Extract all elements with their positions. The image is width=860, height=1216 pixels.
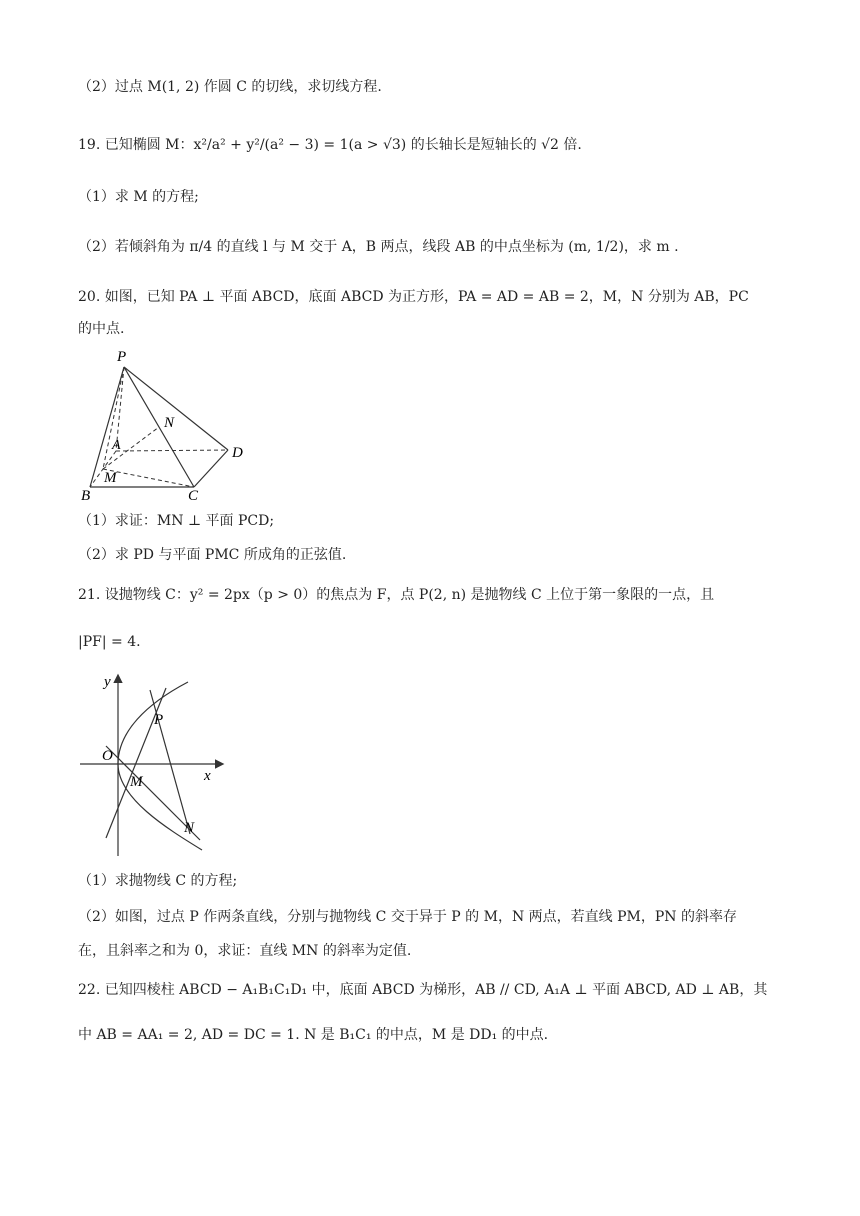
label-B: B xyxy=(81,488,91,504)
label-y: y xyxy=(104,674,111,690)
line-q20-stem: 20. 如图，已知 PA ⊥ 平面 ABCD，底面 ABCD 为正方形，PA = AD = AB = 2，M，N 分别为 AB，PC xyxy=(78,289,749,305)
label-O: O xyxy=(102,748,113,764)
line-q21-stem: 21. 设抛物线 C：y² = 2px（p > 0）的焦点为 F，点 P(2, n) 是抛物线 C 上位于第一象限的一点，且 xyxy=(78,587,715,603)
label-M: M xyxy=(104,470,117,486)
label-A: A xyxy=(112,438,121,453)
label-P: P xyxy=(154,712,164,728)
pyramid-figure xyxy=(76,345,256,505)
line-q19-part2: （2）若倾斜角为 π/4 的直线 l 与 M 交于 A，B 两点，线段 AB 的中点坐标为 (m, 1/2)，求 m . xyxy=(78,239,679,255)
label-N: N xyxy=(184,820,195,836)
line-q22-stem-cont: 中 AB = AA₁ = 2, AD = DC = 1. N 是 B₁C₁ 的中点，M 是 DD₁ 的中点. xyxy=(78,1027,549,1043)
label-D: D xyxy=(232,445,243,461)
line-q21-part1: （1）求抛物线 C 的方程; xyxy=(78,873,238,889)
line-q19-part1: （1）求 M 的方程; xyxy=(78,189,199,205)
line-q20-part2: （2）求 PD 与平面 PMC 所成角的正弦值. xyxy=(78,547,347,563)
line-q20-part1: （1）求证：MN ⊥ 平面 PCD; xyxy=(78,513,275,529)
line-q22-stem: 22. 已知四棱柱 ABCD − A₁B₁C₁D₁ 中，底面 ABCD 为梯形，AB // CD, A₁A ⊥ 平面 ABCD, AD ⊥ AB，其 xyxy=(78,982,768,998)
line-q21-part2-cont: 在，且斜率之和为 0，求证：直线 MN 的斜率为定值. xyxy=(78,943,412,959)
line-q18-part2: （2）过点 M(1, 2) 作圆 C 的切线，求切线方程. xyxy=(78,79,382,95)
parabola-figure xyxy=(76,668,236,860)
label-N: N xyxy=(164,415,175,431)
line-q19-stem: 19. 已知椭圆 M：x²/a² + y²/(a² − 3) = 1(a > √3) 的长轴长是短轴长的 √2 倍. xyxy=(78,137,582,153)
line-q21-part2: （2）如图，过点 P 作两条直线，分别与抛物线 C 交于异于 P 的 M，N 两点，若直线 PM，PN 的斜率存 xyxy=(78,909,737,925)
line-q21-stem-cont: |PF| = 4. xyxy=(78,634,141,650)
label-C: C xyxy=(188,488,199,504)
line-q20-stem-cont: 的中点. xyxy=(78,321,125,337)
label-M: M xyxy=(130,774,143,790)
label-P: P xyxy=(117,349,127,365)
label-x: x xyxy=(204,768,211,784)
